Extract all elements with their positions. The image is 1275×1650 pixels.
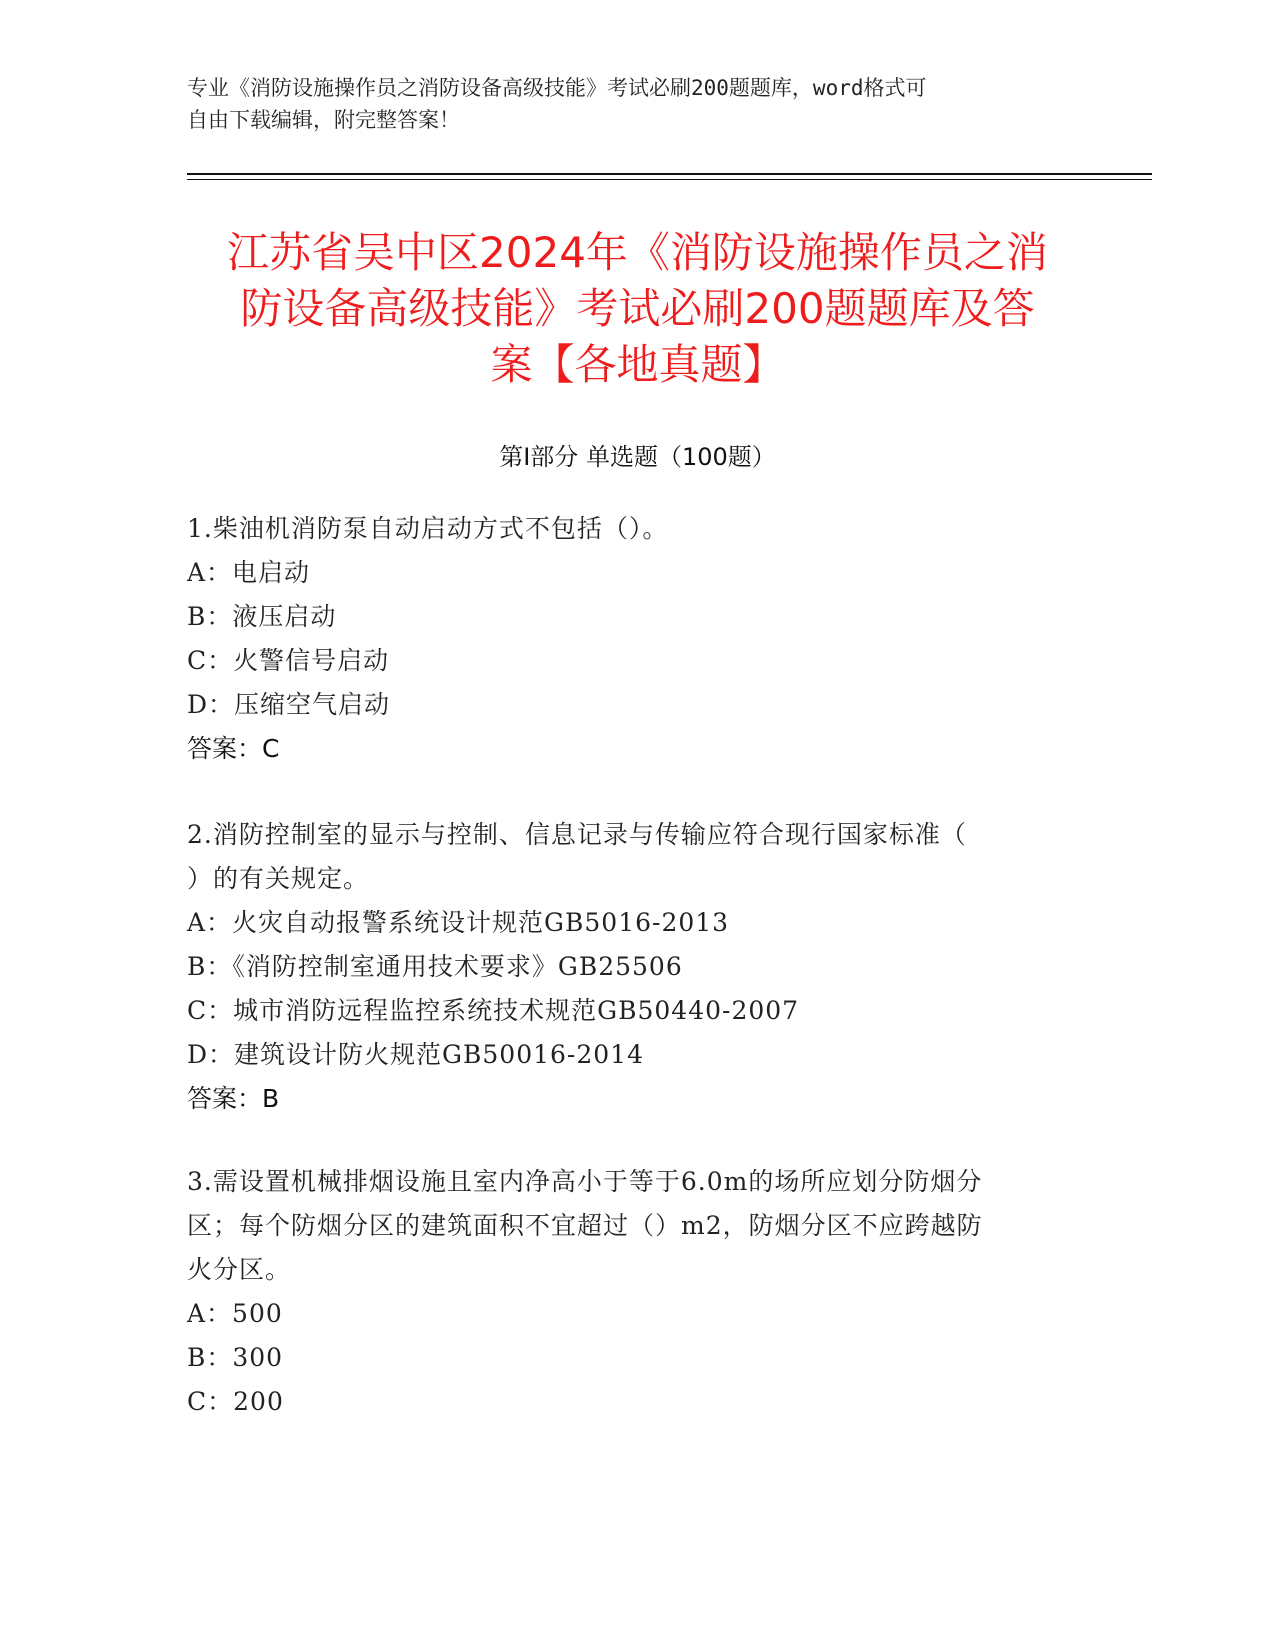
- option-c: C：火警信号启动: [187, 646, 390, 675]
- answer-label: 答案：B: [187, 1084, 280, 1113]
- question-stem: ）的有关规定。: [187, 864, 370, 893]
- document-title: [175, 225, 1100, 393]
- option-b: B：300: [187, 1343, 284, 1372]
- question-block: [187, 507, 1087, 771]
- option-a: A：火灾自动报警系统设计规范GB5016-2013: [187, 908, 730, 937]
- question-stem: 1.柴油机消防泵自动启动方式不包括（）。: [187, 514, 669, 543]
- question-block: [187, 1160, 1087, 1424]
- document-title-line: 江苏省吴中区2024年《消防设施操作员之消: [227, 228, 1048, 277]
- option-d: D：建筑设计防火规范GB50016-2014: [187, 1040, 644, 1069]
- option-b: B：《消防控制室通用技术要求》GB25506: [187, 952, 683, 981]
- question-stem: 区；每个防烟分区的建筑面积不宜超过（）m2，防烟分区不应跨越防: [187, 1211, 983, 1240]
- document-title-line: 防设备高级技能》考试必刷200题题库及答: [240, 284, 1035, 333]
- option-a: A：500: [187, 1299, 283, 1328]
- question-stem: 3.需设置机械排烟设施且室内净高小于等于6.0m的场所应划分防烟分: [187, 1167, 983, 1196]
- document-title-line: 案【各地真题】: [490, 340, 785, 389]
- header-note-line: 专业《消防设施操作员之消防设备高级技能》考试必刷200题题库，word格式可: [187, 76, 927, 100]
- question-stem: 火分区。: [187, 1255, 292, 1284]
- header-note: [187, 72, 1067, 136]
- header-note-line: 自由下载编辑，附完整答案！: [187, 108, 460, 132]
- option-c: C：城市消防远程监控系统技术规范GB50440-2007: [187, 996, 800, 1025]
- option-b: B：液压启动: [187, 602, 337, 631]
- question-stem: 2.消防控制室的显示与控制、信息记录与传输应符合现行国家标准（: [187, 820, 967, 849]
- header-divider-thin: [187, 179, 1152, 180]
- section-title: 第I部分 单选题（100题）: [499, 443, 776, 471]
- question-block: [187, 813, 1087, 1121]
- option-c: C：200: [187, 1387, 284, 1416]
- option-d: D：压缩空气启动: [187, 690, 391, 719]
- option-a: A：电启动: [187, 558, 311, 587]
- header-divider: [187, 173, 1152, 175]
- answer-label: 答案：C: [187, 734, 280, 763]
